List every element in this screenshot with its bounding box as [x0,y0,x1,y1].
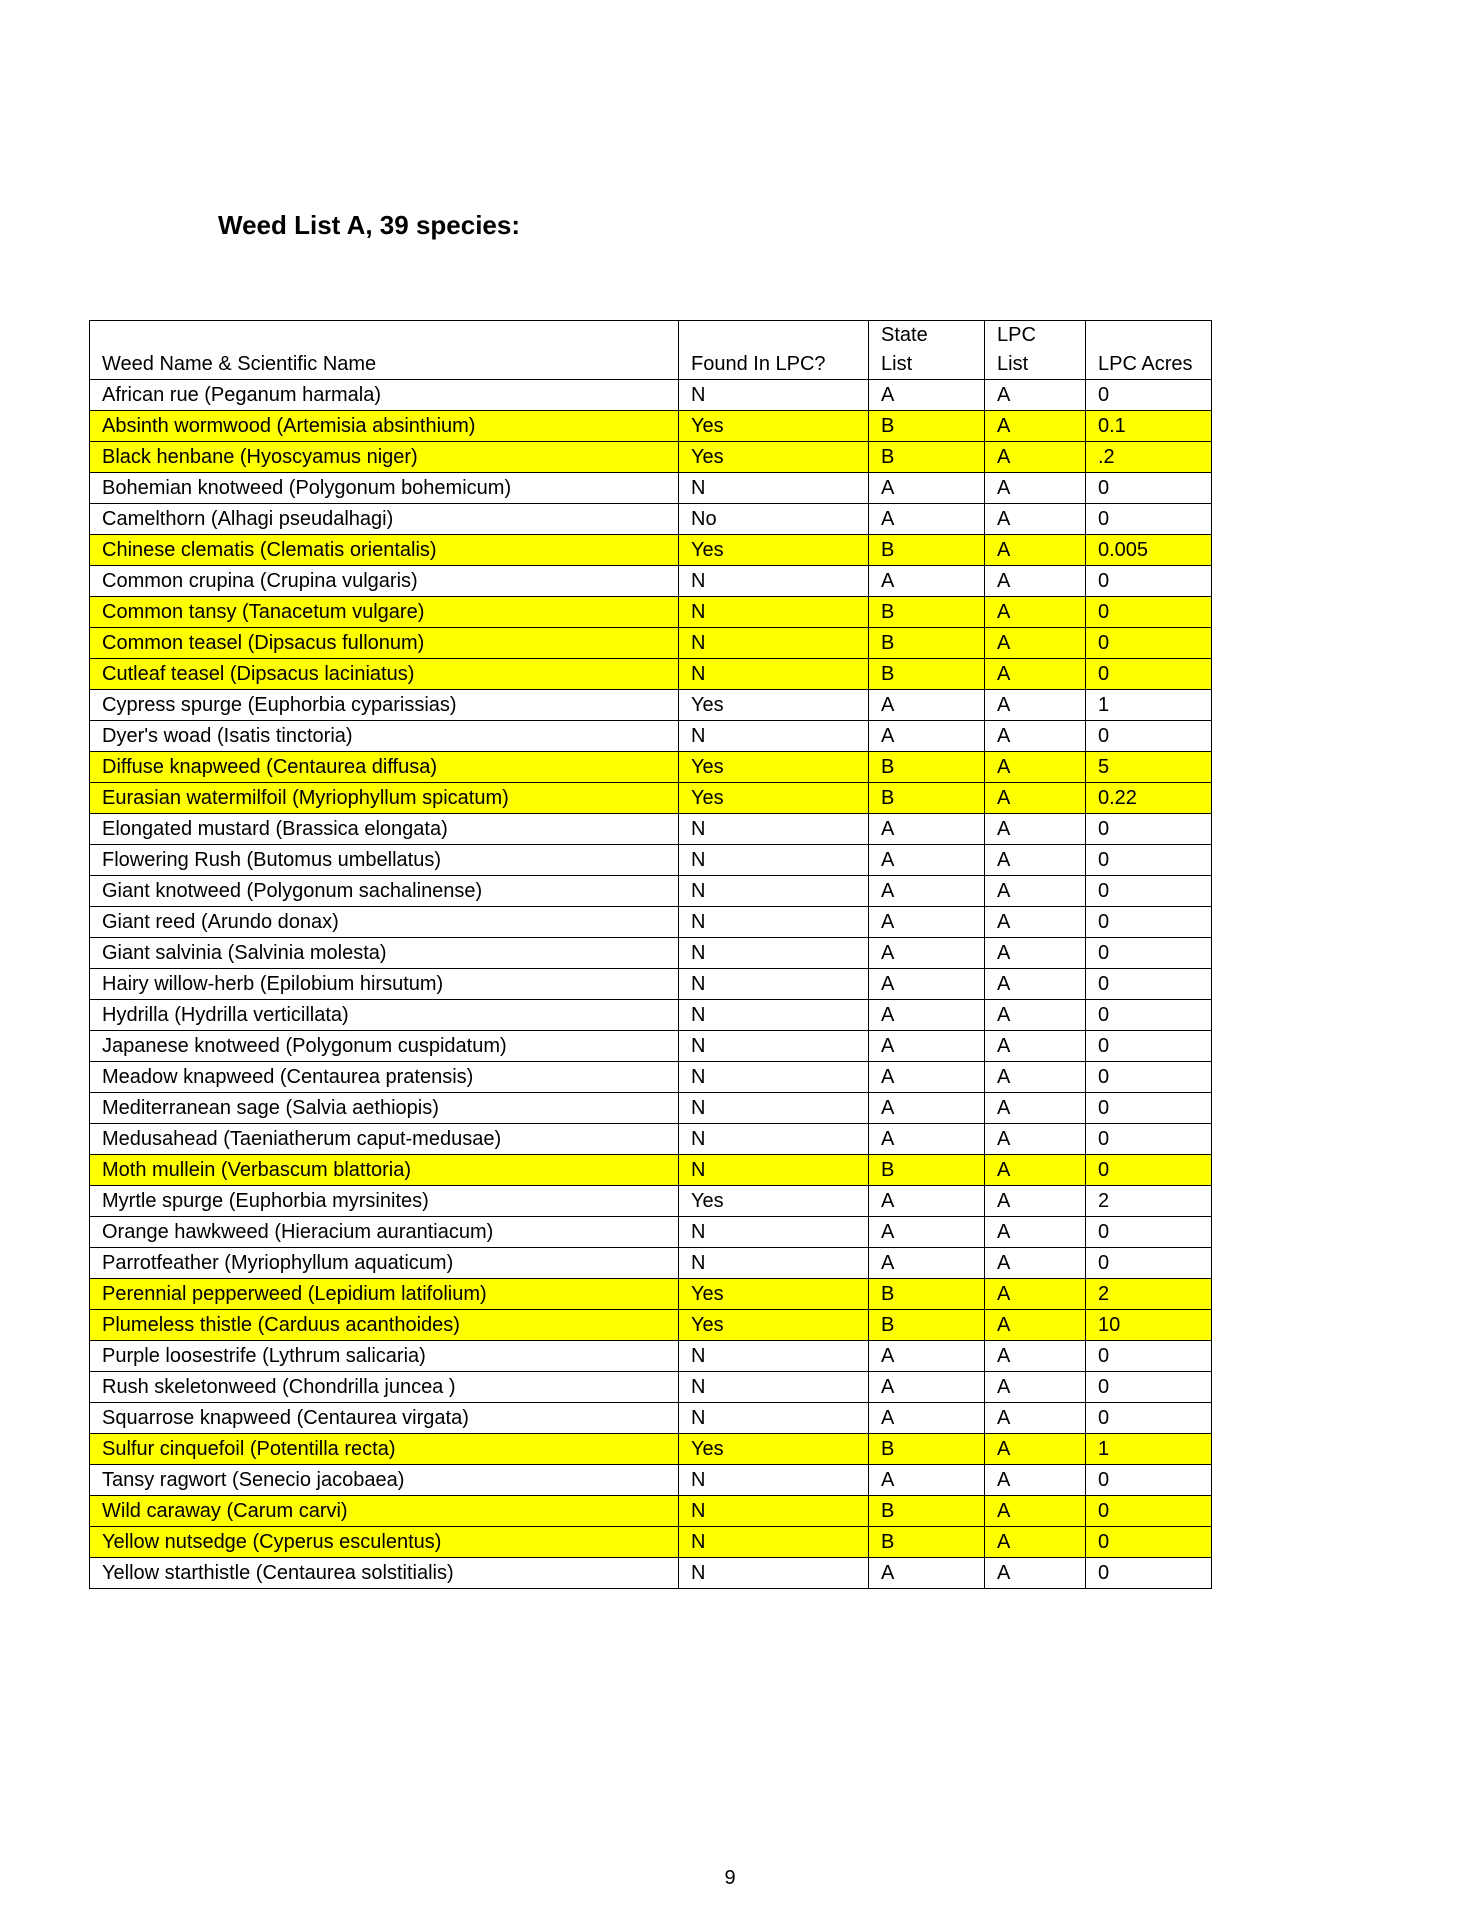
cell-state-list: B [869,597,985,628]
cell-weed-name: Sulfur cinquefoil (Potentilla recta) [90,1434,679,1465]
cell-lpc-list: A [985,876,1086,907]
cell-lpc-acres: 0 [1086,628,1212,659]
cell-lpc-list: A [985,442,1086,473]
cell-lpc-acres: 0 [1086,969,1212,1000]
table-row [90,1558,1212,1589]
cell-lpc-acres: 0 [1086,1155,1212,1186]
table-row [90,845,1212,876]
cell-state-list: A [869,1217,985,1248]
cell-weed-name: Squarrose knapweed (Centaurea virgata) [90,1403,679,1434]
cell-state-list: A [869,1000,985,1031]
cell-weed-name: Myrtle spurge (Euphorbia myrsinites) [90,1186,679,1217]
cell-found-in-lpc: N [679,1496,869,1527]
cell-lpc-list: A [985,473,1086,504]
cell-found-in-lpc: Yes [679,1186,869,1217]
cell-lpc-list: A [985,1217,1086,1248]
cell-weed-name: African rue (Peganum harmala) [90,380,679,411]
cell-lpc-acres: 0.005 [1086,535,1212,566]
cell-lpc-list: A [985,1496,1086,1527]
cell-weed-name: Wild caraway (Carum carvi) [90,1496,679,1527]
cell-found-in-lpc: N [679,1372,869,1403]
table-row [90,1124,1212,1155]
cell-state-list: B [869,783,985,814]
cell-found-in-lpc: Yes [679,411,869,442]
cell-found-in-lpc: N [679,597,869,628]
cell-lpc-list: A [985,1093,1086,1124]
cell-found-in-lpc: N [679,1527,869,1558]
cell-lpc-list: A [985,1248,1086,1279]
cell-found-in-lpc: N [679,1341,869,1372]
cell-state-list: A [869,1248,985,1279]
cell-weed-name: Cutleaf teasel (Dipsacus laciniatus) [90,659,679,690]
cell-found-in-lpc: N [679,566,869,597]
cell-lpc-acres: 1 [1086,1434,1212,1465]
cell-state-list: A [869,1558,985,1589]
cell-state-list: A [869,938,985,969]
cell-lpc-acres: 0 [1086,1248,1212,1279]
cell-lpc-list: A [985,1186,1086,1217]
table-row [90,1465,1212,1496]
table-row [90,659,1212,690]
cell-found-in-lpc: N [679,721,869,752]
cell-found-in-lpc: Yes [679,752,869,783]
cell-found-in-lpc: N [679,1093,869,1124]
cell-lpc-list: A [985,411,1086,442]
cell-lpc-acres: 0 [1086,1527,1212,1558]
cell-lpc-list: A [985,628,1086,659]
cell-lpc-acres: 0 [1086,721,1212,752]
cell-lpc-acres: 0 [1086,1372,1212,1403]
cell-lpc-list: A [985,535,1086,566]
cell-found-in-lpc: N [679,659,869,690]
cell-lpc-acres: 0 [1086,1465,1212,1496]
column-header-state-list [869,321,985,380]
cell-found-in-lpc: N [679,473,869,504]
table-row [90,535,1212,566]
cell-weed-name: Plumeless thistle (Carduus acanthoides) [90,1310,679,1341]
table-header-row [90,321,1212,380]
cell-weed-name: Mediterranean sage (Salvia aethiopis) [90,1093,679,1124]
column-header-lpc-list-label: LPC List [997,324,1036,375]
cell-lpc-list: A [985,969,1086,1000]
cell-state-list: B [869,752,985,783]
column-header-weed-name: Weed Name & Scientific Name [90,321,679,380]
cell-state-list: A [869,380,985,411]
cell-weed-name: Common tansy (Tanacetum vulgare) [90,597,679,628]
cell-lpc-list: A [985,1124,1086,1155]
cell-found-in-lpc: N [679,1465,869,1496]
page-title: Weed List A, 39 species: [218,210,521,240]
cell-state-list: A [869,566,985,597]
cell-state-list: B [869,659,985,690]
cell-lpc-list: A [985,690,1086,721]
table-row [90,442,1212,473]
cell-state-list: A [869,814,985,845]
cell-weed-name: Giant salvinia (Salvinia molesta) [90,938,679,969]
cell-weed-name: Black henbane (Hyoscyamus niger) [90,442,679,473]
cell-state-list: A [869,1062,985,1093]
cell-state-list: B [869,1496,985,1527]
cell-weed-name: Dyer's woad (Isatis tinctoria) [90,721,679,752]
cell-state-list: B [869,1310,985,1341]
cell-lpc-list: A [985,1279,1086,1310]
cell-lpc-acres: 5 [1086,752,1212,783]
cell-lpc-acres: 2 [1086,1279,1212,1310]
cell-found-in-lpc: N [679,1558,869,1589]
cell-state-list: A [869,473,985,504]
cell-lpc-acres: 0 [1086,1558,1212,1589]
cell-lpc-acres: 0 [1086,1031,1212,1062]
cell-state-list: B [869,411,985,442]
weed-list-table [89,320,1212,1589]
table-row [90,1186,1212,1217]
table-row [90,1031,1212,1062]
table-row [90,876,1212,907]
cell-lpc-list: A [985,1031,1086,1062]
cell-found-in-lpc: N [679,1000,869,1031]
cell-weed-name: Medusahead (Taeniatherum caput-medusae) [90,1124,679,1155]
table-row [90,1341,1212,1372]
cell-found-in-lpc: N [679,1155,869,1186]
cell-found-in-lpc: Yes [679,442,869,473]
cell-state-list: B [869,1279,985,1310]
cell-state-list: A [869,1124,985,1155]
cell-weed-name: Perennial pepperweed (Lepidium latifolium) [90,1279,679,1310]
cell-lpc-acres: 0.22 [1086,783,1212,814]
cell-lpc-list: A [985,659,1086,690]
cell-lpc-list: A [985,380,1086,411]
cell-lpc-acres: 0 [1086,814,1212,845]
cell-lpc-list: A [985,907,1086,938]
cell-state-list: A [869,969,985,1000]
column-header-found-in-lpc: Found In LPC? [679,321,869,380]
cell-weed-name: Moth mullein (Verbascum blattoria) [90,1155,679,1186]
cell-state-list: B [869,1155,985,1186]
cell-found-in-lpc: No [679,504,869,535]
page-number: 9 [724,1867,736,1889]
column-header-lpc-list [985,321,1086,380]
cell-lpc-acres: 0 [1086,1000,1212,1031]
cell-weed-name: Japanese knotweed (Polygonum cuspidatum) [90,1031,679,1062]
cell-state-list: B [869,628,985,659]
cell-lpc-acres: 0 [1086,845,1212,876]
cell-weed-name: Absinth wormwood (Artemisia absinthium) [90,411,679,442]
cell-found-in-lpc: N [679,628,869,659]
cell-found-in-lpc: N [679,380,869,411]
cell-weed-name: Bohemian knotweed (Polygonum bohemicum) [90,473,679,504]
cell-state-list: A [869,845,985,876]
cell-found-in-lpc: N [679,876,869,907]
cell-lpc-acres: 0 [1086,1217,1212,1248]
cell-state-list: A [869,1031,985,1062]
table-row [90,1093,1212,1124]
cell-state-list: B [869,1527,985,1558]
table-row [90,504,1212,535]
table-row [90,1248,1212,1279]
cell-weed-name: Giant reed (Arundo donax) [90,907,679,938]
cell-weed-name: Yellow starthistle (Centaurea solstitialis) [90,1558,679,1589]
cell-weed-name: Orange hawkweed (Hieracium aurantiacum) [90,1217,679,1248]
cell-lpc-list: A [985,1558,1086,1589]
cell-state-list: A [869,1341,985,1372]
table-row [90,1310,1212,1341]
cell-weed-name: Eurasian watermilfoil (Myriophyllum spicatum) [90,783,679,814]
cell-weed-name: Flowering Rush (Butomus umbellatus) [90,845,679,876]
table-row [90,1527,1212,1558]
cell-lpc-acres: 0 [1086,1062,1212,1093]
cell-state-list: A [869,1186,985,1217]
cell-weed-name: Meadow knapweed (Centaurea pratensis) [90,1062,679,1093]
cell-lpc-list: A [985,814,1086,845]
cell-found-in-lpc: N [679,1403,869,1434]
table-row [90,969,1212,1000]
cell-lpc-list: A [985,597,1086,628]
cell-lpc-list: A [985,721,1086,752]
cell-lpc-list: A [985,1434,1086,1465]
table-row [90,1403,1212,1434]
table-row [90,1434,1212,1465]
table-row [90,566,1212,597]
cell-weed-name: Chinese clematis (Clematis orientalis) [90,535,679,566]
cell-found-in-lpc: N [679,907,869,938]
cell-weed-name: Common teasel (Dipsacus fullonum) [90,628,679,659]
cell-lpc-list: A [985,1372,1086,1403]
table-row [90,1372,1212,1403]
cell-lpc-list: A [985,1403,1086,1434]
cell-found-in-lpc: N [679,1062,869,1093]
table-row [90,1155,1212,1186]
column-header-state-list-label: State List [881,324,928,375]
table-row [90,938,1212,969]
cell-weed-name: Diffuse knapweed (Centaurea diffusa) [90,752,679,783]
column-header-lpc-acres: LPC Acres [1086,321,1212,380]
table-row [90,721,1212,752]
cell-state-list: A [869,1372,985,1403]
table-row [90,1279,1212,1310]
cell-state-list: A [869,690,985,721]
cell-lpc-list: A [985,1527,1086,1558]
table-row [90,380,1212,411]
cell-found-in-lpc: N [679,1248,869,1279]
cell-lpc-list: A [985,1310,1086,1341]
cell-found-in-lpc: N [679,1031,869,1062]
cell-weed-name: Parrotfeather (Myriophyllum aquaticum) [90,1248,679,1279]
table-row [90,628,1212,659]
cell-found-in-lpc: Yes [679,1434,869,1465]
cell-lpc-acres: 0 [1086,938,1212,969]
cell-lpc-acres: 0 [1086,907,1212,938]
cell-lpc-list: A [985,845,1086,876]
cell-lpc-acres: 0 [1086,876,1212,907]
cell-lpc-list: A [985,938,1086,969]
cell-state-list: A [869,1465,985,1496]
cell-lpc-acres: 1 [1086,690,1212,721]
cell-lpc-acres: 0 [1086,1403,1212,1434]
cell-lpc-acres: 0 [1086,1093,1212,1124]
cell-lpc-acres: 0 [1086,1496,1212,1527]
cell-state-list: A [869,1093,985,1124]
cell-weed-name: Cypress spurge (Euphorbia cyparissias) [90,690,679,721]
cell-weed-name: Camelthorn (Alhagi pseudalhagi) [90,504,679,535]
cell-found-in-lpc: N [679,1124,869,1155]
cell-weed-name: Tansy ragwort (Senecio jacobaea) [90,1465,679,1496]
cell-lpc-list: A [985,1341,1086,1372]
table-row [90,1062,1212,1093]
table-row [90,783,1212,814]
cell-state-list: A [869,907,985,938]
cell-lpc-acres: 0 [1086,659,1212,690]
cell-state-list: A [869,721,985,752]
cell-lpc-acres: 0 [1086,566,1212,597]
table-row [90,1217,1212,1248]
cell-lpc-acres: 0 [1086,1341,1212,1372]
cell-lpc-acres: 0 [1086,380,1212,411]
cell-lpc-list: A [985,1465,1086,1496]
cell-lpc-list: A [985,566,1086,597]
cell-state-list: A [869,876,985,907]
cell-weed-name: Hairy willow-herb (Epilobium hirsutum) [90,969,679,1000]
table-row [90,473,1212,504]
cell-weed-name: Common crupina (Crupina vulgaris) [90,566,679,597]
cell-state-list: B [869,1434,985,1465]
cell-lpc-acres: 0 [1086,473,1212,504]
table-row [90,814,1212,845]
cell-found-in-lpc: N [679,845,869,876]
cell-found-in-lpc: Yes [679,783,869,814]
cell-lpc-acres: 0.1 [1086,411,1212,442]
cell-lpc-acres: 0 [1086,597,1212,628]
cell-lpc-list: A [985,752,1086,783]
cell-found-in-lpc: N [679,969,869,1000]
cell-found-in-lpc: Yes [679,1310,869,1341]
table-row [90,411,1212,442]
cell-weed-name: Rush skeletonweed (Chondrilla juncea ) [90,1372,679,1403]
cell-weed-name: Giant knotweed (Polygonum sachalinense) [90,876,679,907]
table-row [90,690,1212,721]
table-body [90,380,1212,1589]
cell-lpc-list: A [985,1000,1086,1031]
table-row [90,752,1212,783]
cell-found-in-lpc: Yes [679,690,869,721]
cell-lpc-list: A [985,1062,1086,1093]
cell-lpc-list: A [985,1155,1086,1186]
cell-weed-name: Hydrilla (Hydrilla verticillata) [90,1000,679,1031]
cell-lpc-acres: 0 [1086,504,1212,535]
table-row [90,907,1212,938]
cell-lpc-acres: 10 [1086,1310,1212,1341]
table-row [90,1000,1212,1031]
cell-lpc-list: A [985,504,1086,535]
cell-weed-name: Elongated mustard (Brassica elongata) [90,814,679,845]
cell-state-list: A [869,1403,985,1434]
cell-lpc-acres: 0 [1086,1124,1212,1155]
cell-found-in-lpc: N [679,938,869,969]
cell-weed-name: Purple loosestrife (Lythrum salicaria) [90,1341,679,1372]
cell-state-list: A [869,504,985,535]
cell-state-list: B [869,442,985,473]
cell-lpc-acres: .2 [1086,442,1212,473]
table-row [90,1496,1212,1527]
cell-found-in-lpc: N [679,814,869,845]
cell-found-in-lpc: N [679,1217,869,1248]
cell-lpc-acres: 2 [1086,1186,1212,1217]
table-row [90,597,1212,628]
cell-lpc-list: A [985,783,1086,814]
cell-weed-name: Yellow nutsedge (Cyperus esculentus) [90,1527,679,1558]
cell-found-in-lpc: Yes [679,535,869,566]
cell-state-list: B [869,535,985,566]
cell-found-in-lpc: Yes [679,1279,869,1310]
